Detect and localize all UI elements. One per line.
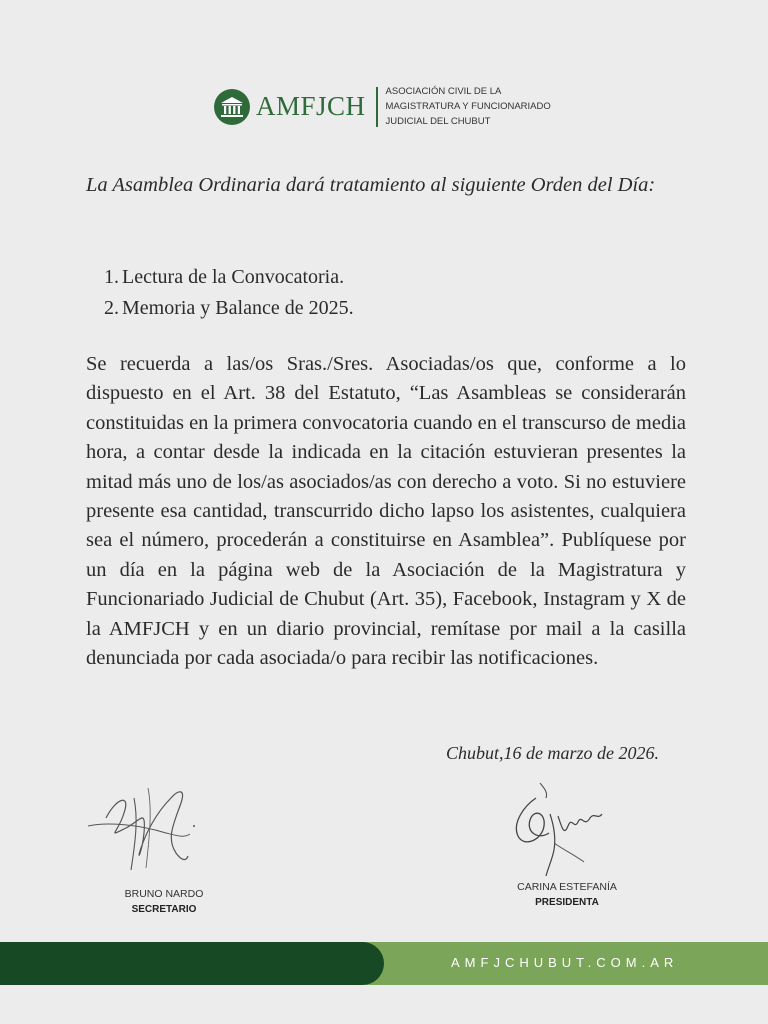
- signature-block-president: [500, 880, 634, 910]
- signer-name: CARINA ESTEFANÍA: [517, 881, 617, 893]
- signature-left-icon: [86, 778, 210, 874]
- signature-block-secretary: [100, 887, 228, 917]
- agenda-item: [104, 293, 354, 324]
- signer-name: BRUNO NARDO: [124, 888, 204, 900]
- body-paragraph: Se recuerda a las/os Sras./Sres. Asociadas/os que, conforme a lo dispuesto en el Art. 38 del Estatuto, “Las Asambleas se considerarán constituidas en la primera convocatoria cuando en el transcurso de media hora, a contar desde la indicada en la citación estuvieran presentes la mitad más uno de los/as asociados/as con derecho a voto. Si no estuviere presente esa cantidad, transcurrido dicho lapso los asistentes, cualquiera sea el número, procederán a constituirse en Asamblea”. Publíquese por un día en la página web de la Asociación de la Magistratura y Funcionariado Judicial de Chubut (Art. 35), Facebook, Instagram y X de la AMFJCH y en un diario provincial, remítase por mail a la casilla denunciada por cada asociada/o para recibir las notificaciones.: [86, 353, 686, 670]
- logo-divider: [376, 87, 378, 127]
- agenda-number: 1.: [104, 266, 119, 288]
- agenda-text: Lectura de la Convocatoria.: [122, 266, 345, 288]
- website-link[interactable]: AMFJCHUBUT.COM.AR: [451, 955, 679, 970]
- logo-name: AMFJCH: [256, 91, 366, 121]
- courthouse-icon: [214, 89, 250, 125]
- footer-bar: [0, 942, 768, 985]
- agenda-number: 2.: [104, 297, 119, 319]
- org-line: MAGISTRATURA Y FUNCIONARIADO: [385, 101, 551, 112]
- agenda-text: Memoria y Balance de 2025.: [122, 297, 354, 319]
- organization-name: [386, 84, 551, 129]
- agenda-item: [104, 262, 354, 293]
- footer-dark-band: [0, 942, 384, 985]
- signer-role: SECRETARIO: [131, 904, 197, 915]
- signature-right-icon: [504, 778, 634, 878]
- org-line: JUDICIAL DEL CHUBUT: [385, 116, 491, 127]
- org-line: ASOCIACIÓN CIVIL DE LA: [385, 86, 502, 97]
- dateline: Chubut,16 de marzo de 2026.: [446, 743, 659, 763]
- signer-role: PRESIDENTA: [535, 897, 599, 908]
- letterhead: [214, 84, 551, 129]
- agenda-list: [104, 262, 354, 324]
- intro-text: La Asamblea Ordinaria dará tratamiento al siguiente Orden del Día:: [86, 174, 656, 196]
